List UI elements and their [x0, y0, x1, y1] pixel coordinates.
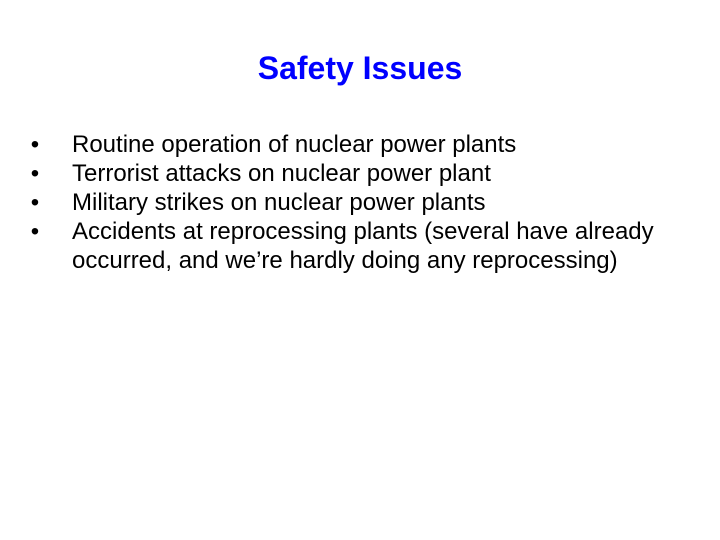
bullet-text: Routine operation of nuclear power plants	[72, 131, 517, 158]
bullet-icon: •	[30, 189, 40, 216]
list-item	[0, 217, 720, 275]
list-item	[0, 159, 720, 188]
list-item	[0, 130, 720, 159]
list-item	[0, 188, 720, 217]
bullet-icon: •	[30, 218, 40, 245]
slide-title: Safety Issues	[257, 50, 463, 86]
bullet-list	[0, 130, 720, 275]
bullet-text: Military strikes on nuclear power plants	[72, 189, 486, 216]
bullet-icon: •	[30, 160, 40, 187]
bullet-text: Terrorist attacks on nuclear power plant	[72, 160, 491, 187]
bullet-icon: •	[30, 131, 40, 158]
bullet-text: Accidents at reprocessing plants (several have already occurred, and we’re hardly doing any reprocessing)	[72, 218, 654, 274]
